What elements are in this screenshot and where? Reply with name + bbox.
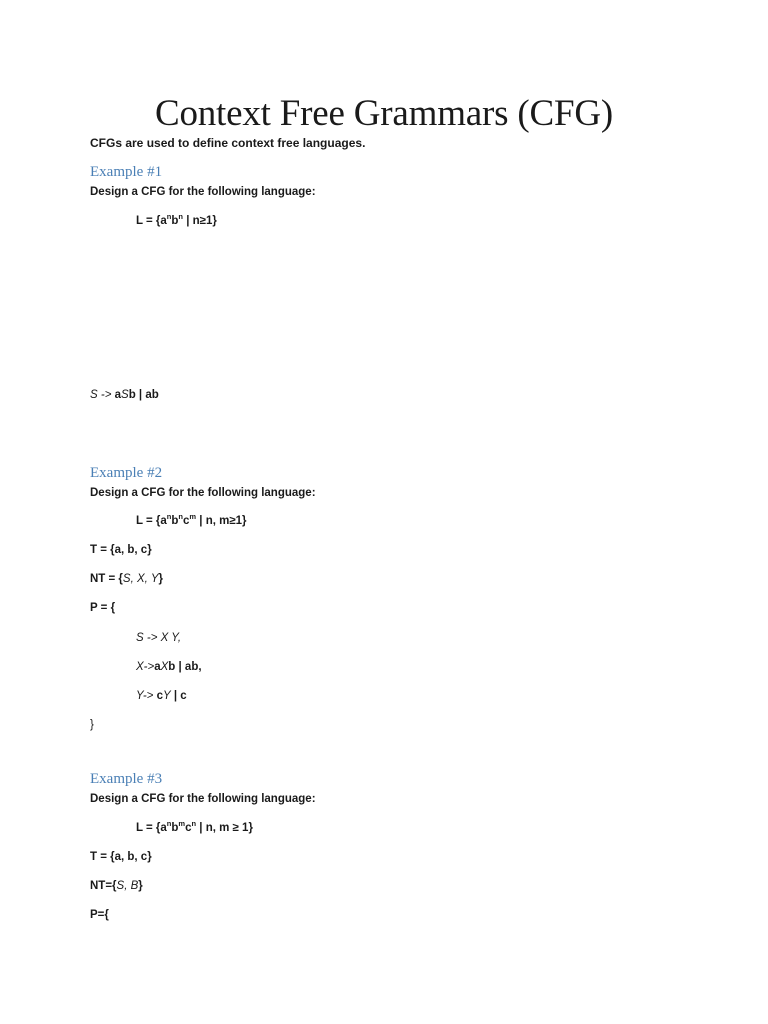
example-3-heading: Example #3 [90, 771, 163, 787]
example-2-prompt: Design a CFG for the following language: [90, 487, 316, 499]
example-2-productions-close: } [90, 719, 94, 731]
example-3-productions-open: P={ [90, 909, 109, 921]
example-2-rule-s: S -> X Y, [136, 632, 182, 644]
example-3-terminals: T = {a, b, c} [90, 851, 152, 863]
example-1-language: $L = \{a^nb^n$ | n≥1} [136, 212, 217, 227]
example-2-productions-open: P = { [90, 602, 116, 614]
example-2-rule-y: Y-> cY | c [136, 690, 187, 702]
example-1-heading: Example #1 [90, 164, 163, 180]
example-2-heading: Example #2 [90, 465, 163, 481]
page-title: Context Free Grammars (CFG) [154, 93, 614, 134]
example-2-rule-x: X->aXb | ab, [136, 661, 202, 673]
example-1-answer: S -> aSb | ab [90, 389, 159, 401]
example-3-prompt: Design a CFG for the following language: [90, 793, 316, 805]
example-2-language: $L = \{a^nb^nc^m$ | n, m≥1} [136, 512, 247, 527]
intro-text: CFGs are used to define context free languages. [90, 136, 366, 150]
example-3-nonterminals: NT={S, B} [90, 880, 143, 892]
example-2-terminals: T = {a, b, c} [90, 544, 152, 556]
example-3-language: $L = \{a^nb^mc^n$ | n, m ≥ 1} [136, 819, 253, 834]
example-2-nonterminals: NT = {S, X, Y} [90, 573, 163, 585]
example-1-prompt: Design a CFG for the following language: [90, 186, 316, 198]
